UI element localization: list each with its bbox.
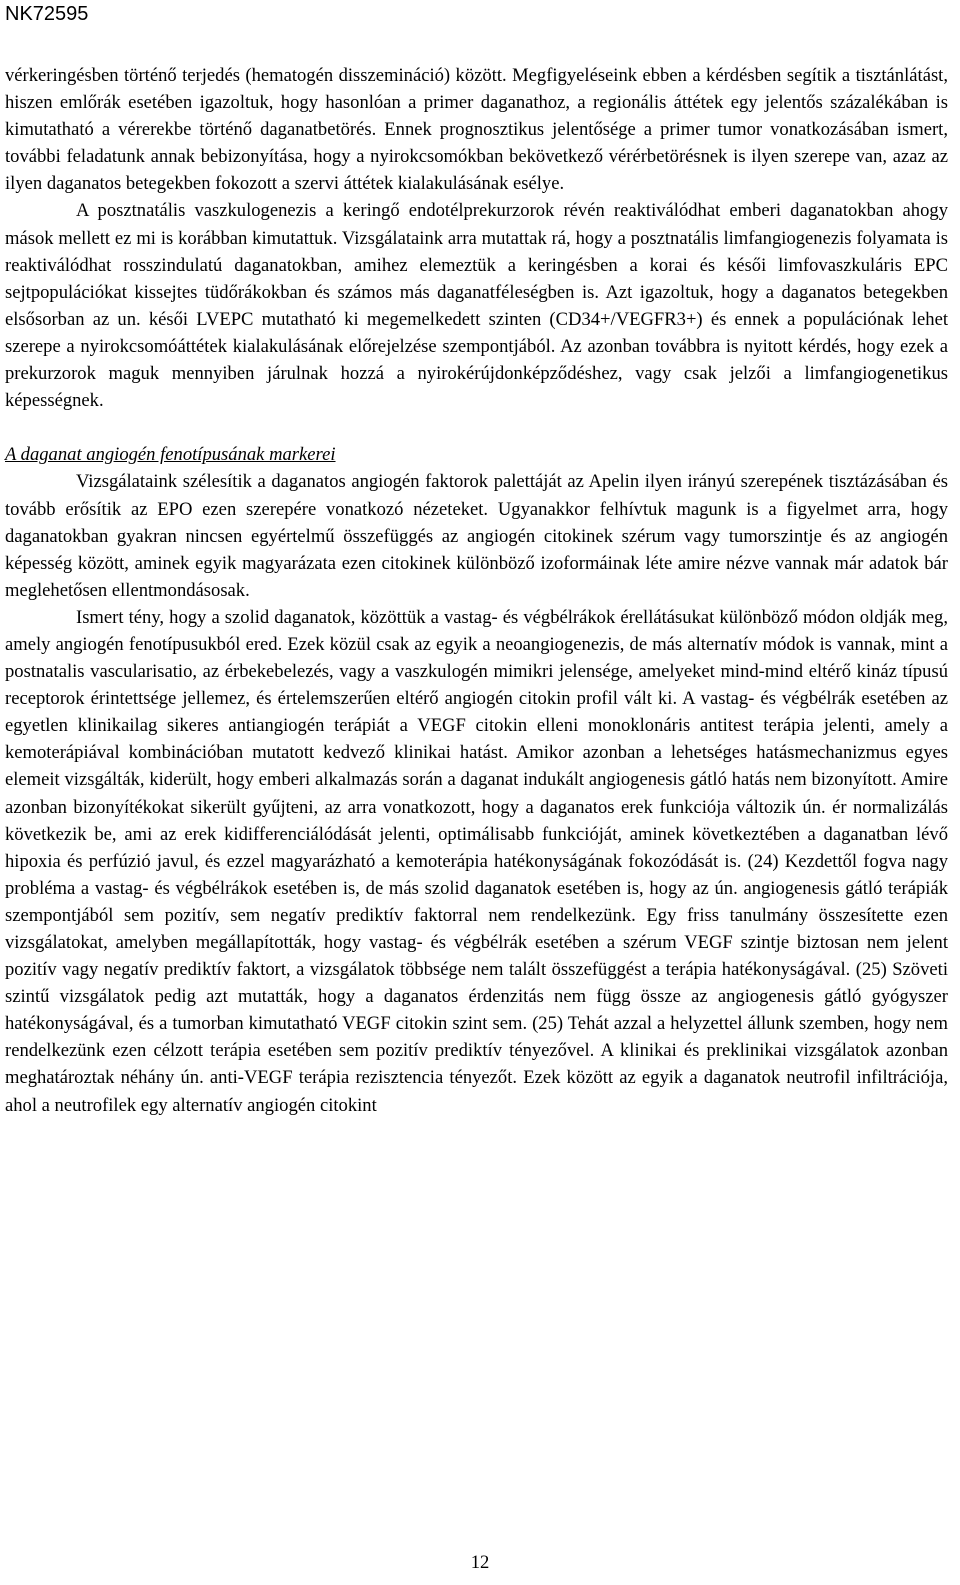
- document-id: NK72595: [5, 3, 89, 25]
- document-body: [5, 62, 948, 1119]
- paragraph-2: A posztnatális vaszkulogenezis a keringő endotélprekurzorok révén reaktiválódhat emberi daganatokban ahogy mások mellett ez mi is korábban kimutattuk. Vizsgálataink arra mutattak rá, hogy a posztnatális limfangiogenezis folyamata is reaktiválódhat rosszindulatú daganatokban, amihez elemeztük a keringésben a korai és késői limfovaszkuláris EPC sejtpopulációkat kissejtes tüdőrákokban és számos más daganatféleségben is. Azt igazoltuk, hogy a daganatos betegekben elsősorban az un. késői LVEPC mutatható ki megemelkedett szinten (CD34+/VEGFR3+) és ennek a populációnak lehet szerepe a nyirokcsomóáttétek kialakulásának előrejelzése szempontjából. Az azonban továbbra is nyitott kérdés, hogy ezek a prekurzorok maguk mennyiben járulnak hozzá a nyirokérújdonképződéshez, vagy csak jelzői a limfangiogenetikus képességnek.: [5, 200, 948, 412]
- paragraph-4: Ismert tény, hogy a szolid daganatok, közöttük a vastag- és végbélrákok érellátásukat különböző módon oldják meg, amely angiogén fenotípusukból ered. Ezek közül csak az egyik a neoangiogenezis, de más alternatív módok is vannak, mint a postnatalis vascularisatio, az érbekebelezés, vagy a vaszkulogén mimikri jelensége, amelyeket mind-mind eltérő kináz típusú receptorok érintettsége jellemez, és értelemszerűen eltérő angiogén citokin profil vált ki. A vastag- és végbélrák esetében az egyetlen klinikailag sikeres antiangiogén terápiát a VEGF citokin elleni monoklonáris antitest terápia jelenti, amely a kemoterápiával kombinációban mutatott kedvező klinikai hatást. Amikor azonban a lehetséges hatásmechanizmus egyes elemeit vizsgálták, kiderült, hogy emberi alkalmazás során a daganat indukált angiogenesis gátló hatás nem bizonyított. Amire azonban bizonyítékokat sikerült gyűjteni, az arra vonatkozott, hogy a daganatos erek funkciója változik ún. ér normalizálás következik be, ami az erek kidifferenciálódását jelenti, optimálisabb funkcióját, aminek következtében a daganatban lévő hipoxia és perfúzió javul, és ezzel magyarázható a kemoterápia hatékonyságának fokozódását is. (24) Kezdettől fogva nagy probléma a vastag- és végbélrákok esetében is, de más szolid daganatok esetében is, hogy az ún. angiogenesis gátló terápiák szempontjából sem pozitív, sem negatív prediktív faktorral nem rendelkezünk. Egy friss tanulmány összesítette ezen vizsgálatokat, amelyben megállapították, hogy vastag- és végbélrák esetében a szérum VEGF szintje biztosan nem jelent pozitív vagy negatív prediktív faktort, a vizsgálatok többsége nem talált összefüggést a terápia hatékonyságával. (25) Szöveti szintű vizsgálatok pedig azt mutatták, hogy a daganatos érdenzitás nem függ össze az angiogenesis gátló gyógyszer hatékonyságával, és a tumorban kimutatható VEGF citokin szint sem. (25) Tehát azzal a helyzettel állunk szemben, hogy nem rendelkezünk ezen célzott terápia esetében sem pozitív prediktív tényezővel. A klinikai és preklinikai vizsgálatok azonban meghatároztak néhány ún. anti-VEGF terápia rezisztencia tényezőt. Ezek között az egyik a daganatok neutrofil infiltrációja, ahol a neutrofilek egy alternatív angiogén citokint: [5, 606, 948, 1116]
- paragraph-3: Vizsgálataink szélesítik a daganatos angiogén faktorok palettáját az Apelin ilyen irányú szerepének tisztázásában és tovább erősítik az EPO ezen szerepére vonatkozó nézeteket. Ugyanakkor felhívtuk magunk is a figyelmet arra, hogy daganatokban gyakran nincsen egyértelmű összefüggés az angiogén citokinek szérum vagy tumorszintje és az angiogén képesség között, aminek egyik magyarázata ezen citokinek különböző izoformáinak léte amire nézve vannak már adatok bár meglehetősen ellentmondásosak.: [5, 471, 948, 601]
- paragraph-1: vérkeringésben történő terjedés (hematogén disszemináció) között. Megfigyeléseink ebben a kérdésben segítik a tisztánlátást, hiszen emlőrák esetében igazoltuk, hogy hasonlóan a primer daganathoz, a regionális áttétek egy jelentős százalékában is kimutatható a vérerekbe történő daganatbetörés. Ennek prognosztikus jelentősége a primer tumor vonatkozásában ismert, további feladatunk annak bebizonyítása, hogy a nyirokcsomókban bekövetkező vérérbetörésnek is ilyen szerepe van, azaz az ilyen daganatos betegekben fokozott a szervi áttétek kialakulásának esélye.: [5, 65, 948, 195]
- paragraph-gap: [5, 414, 948, 441]
- section-heading: A daganat angiogén fenotípusának markerei: [5, 444, 336, 466]
- page-number: 12: [470, 1552, 490, 1573]
